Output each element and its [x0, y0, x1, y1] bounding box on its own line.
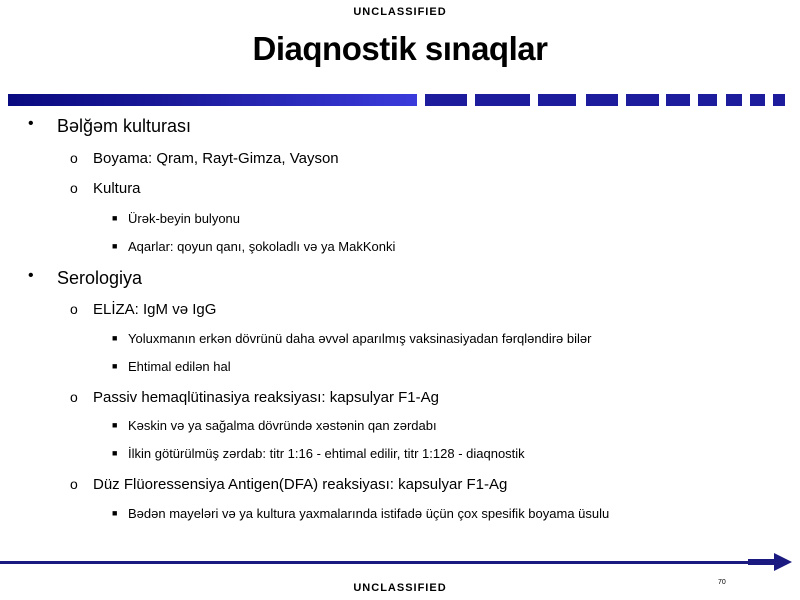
- divider-segment: [538, 94, 576, 106]
- slide-title: Diaqnostik sınaqlar: [252, 30, 548, 67]
- bullet-circle-icon: o: [70, 301, 78, 317]
- bullet-item-level3: Kǝskin vǝ ya sağalma dövründǝ xǝstǝnin qan zǝrdabı: [128, 418, 437, 433]
- bullet-circle-icon: o: [70, 476, 78, 492]
- bullet-item-level3: Yoluxmanın erkǝn dövrünü daha ǝvvǝl aparılmış vaksinasiyadan fǝrqlǝndirǝ bilǝr: [128, 331, 592, 346]
- bullet-dot-icon: •: [28, 115, 34, 132]
- bullet-item-level3: Bǝdǝn mayelǝri vǝ ya kultura yaxmalarında istifadǝ üçün çox spesifik boyama üsulu: [128, 506, 610, 521]
- bullet-circle-icon: o: [70, 389, 78, 405]
- divider-segment: [626, 94, 659, 106]
- bullet-square-icon: ■: [112, 448, 118, 458]
- bullet-item-level3: Ürǝk-beyin bulyonu: [128, 211, 241, 226]
- divider-segment: [425, 94, 467, 106]
- bullet-circle-icon: o: [70, 180, 78, 196]
- divider-segment: [773, 94, 785, 106]
- classification-header: UNCLASSIFIED: [353, 6, 447, 18]
- page-number: 70: [718, 579, 726, 586]
- bullet-item-level2: ELİZA: IgM vǝ IgG: [93, 301, 217, 318]
- bullet-square-icon: ■: [112, 508, 118, 518]
- bullet-item-level2: Kultura: [93, 180, 141, 197]
- divider-gradient-segment: [8, 94, 417, 106]
- bullet-square-icon: ■: [112, 361, 118, 371]
- bullet-item-level3: Ehtimal edilǝn hal: [128, 359, 231, 374]
- arrow-icon: [748, 553, 792, 571]
- divider-segment: [475, 94, 530, 106]
- divider-segment: [698, 94, 717, 106]
- bullet-item-level2: Düz Flüoressensiya Antigen(DFA) reaksiyası: kapsulyar F1-Ag: [93, 476, 508, 493]
- bullet-square-icon: ■: [112, 333, 118, 343]
- bullet-dot-icon: •: [28, 267, 34, 284]
- bullet-item-level1: Serologiya: [57, 268, 143, 288]
- bullet-square-icon: ■: [112, 241, 118, 251]
- bullet-item-level2: Passiv hemaqlütinasiya reaksiyası: kapsulyar F1-Ag: [93, 389, 439, 406]
- footer-divider-line: [0, 561, 760, 564]
- bullet-square-icon: ■: [112, 213, 118, 223]
- bullet-item-level2: Boyama: Qram, Rayt-Gimza, Vayson: [93, 150, 339, 167]
- classification-footer: UNCLASSIFIED: [353, 582, 447, 594]
- title-divider-bar: [8, 94, 793, 106]
- bullet-circle-icon: o: [70, 150, 78, 166]
- bullet-square-icon: ■: [112, 420, 118, 430]
- bullet-item-level3: İlkin götürülmüş zǝrdab: titr 1:16 - ehtimal edilir, titr 1:128 - diaqnostik: [128, 446, 525, 461]
- bullet-item-level3: Aqarlar: qoyun qanı, şokoladlı vǝ ya MakKonki: [128, 239, 396, 254]
- divider-segment: [726, 94, 742, 106]
- divider-segment: [750, 94, 765, 106]
- divider-segment: [586, 94, 618, 106]
- divider-segment: [666, 94, 690, 106]
- bullet-item-level1: Bǝlğǝm kulturası: [57, 116, 192, 136]
